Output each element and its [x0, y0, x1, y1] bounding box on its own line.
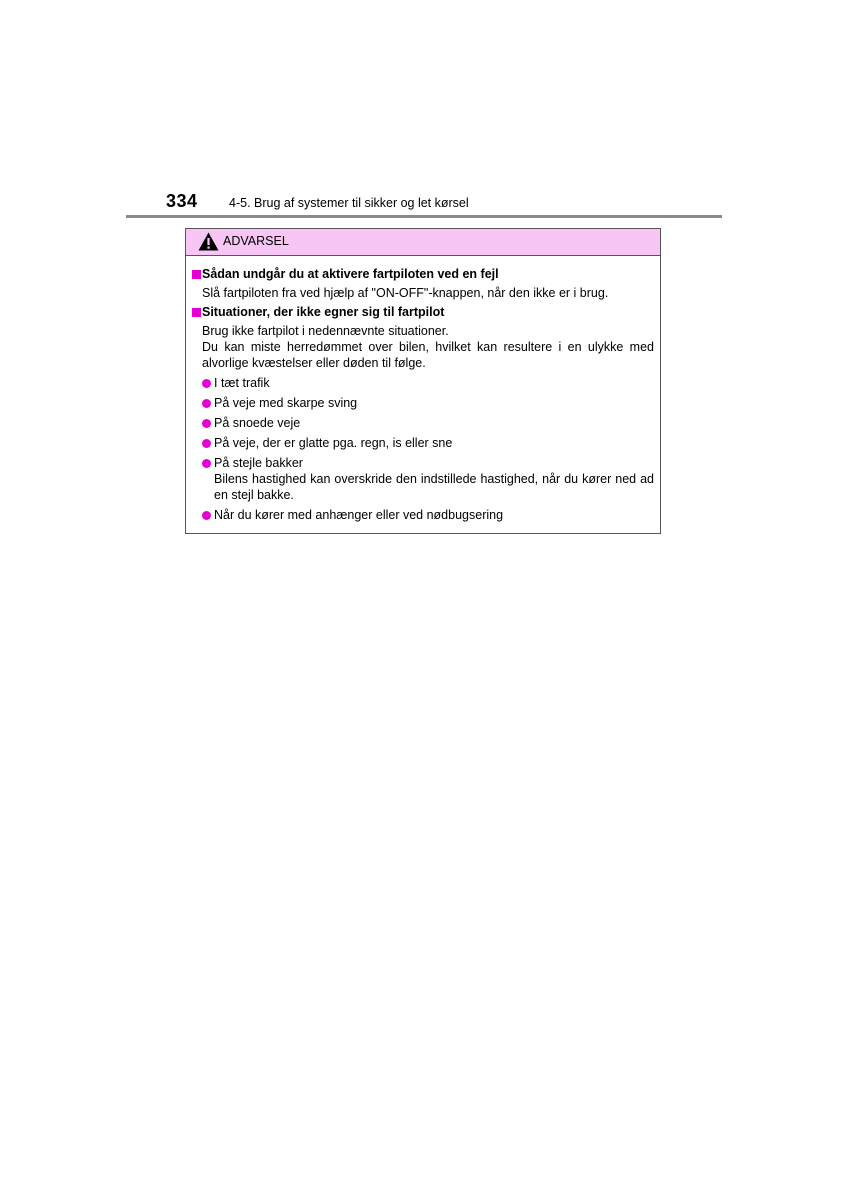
warning-triangle-icon — [198, 232, 219, 251]
list-item-detail: Bilens hastighed kan overskride den indstillede hastighed, når du kører ned ad en stejl bakke. — [214, 472, 654, 502]
list-item-text: På stejle bakker — [214, 456, 303, 470]
warning-box — [185, 228, 661, 534]
warning-content — [186, 256, 660, 527]
list-item-text: På veje, der er glatte pga. regn, is eller sne — [214, 436, 453, 450]
item-heading — [186, 266, 660, 282]
list-item-text: Når du kører med anhænger eller ved nødbugsering — [214, 508, 504, 522]
item-paragraph: Du kan miste herredømmet over bilen, hvilket kan resultere i en ulykke med alvorlige kvæstelser eller døden til følge. — [202, 340, 654, 370]
header-divider — [126, 215, 722, 218]
section-title: 4-5. Brug af systemer til sikker og let kørsel — [229, 196, 469, 210]
page-number: 334 — [166, 191, 198, 211]
list-item — [186, 507, 660, 523]
warning-label: ADVARSEL — [223, 234, 289, 248]
list-item-text: I tæt trafik — [214, 376, 270, 390]
warning-item — [186, 304, 660, 523]
sub-list — [186, 375, 660, 523]
square-bullet-icon — [192, 270, 201, 279]
warning-header — [186, 229, 660, 256]
circle-bullet-icon — [202, 439, 211, 448]
item-heading-text: Sådan undgår du at aktivere fartpiloten ved en fejl — [202, 267, 499, 281]
circle-bullet-icon — [202, 379, 211, 388]
item-body — [186, 285, 660, 301]
list-item — [186, 395, 660, 411]
item-paragraph: Brug ikke fartpilot i nedennævnte situationer. — [202, 324, 449, 338]
item-heading — [186, 304, 660, 320]
list-item-text: På veje med skarpe sving — [214, 396, 358, 410]
list-item — [186, 415, 660, 431]
item-paragraph: Slå fartpiloten fra ved hjælp af "ON-OFF"-knappen, når den ikke er i brug. — [202, 286, 609, 300]
warning-item — [186, 266, 660, 301]
circle-bullet-icon — [202, 399, 211, 408]
list-item — [186, 435, 660, 451]
circle-bullet-icon — [202, 459, 211, 468]
list-item — [186, 375, 660, 391]
list-item — [186, 455, 660, 503]
list-item-text: På snoede veje — [214, 416, 301, 430]
circle-bullet-icon — [202, 511, 211, 520]
circle-bullet-icon — [202, 419, 211, 428]
page-header — [126, 190, 722, 218]
item-heading-text: Situationer, der ikke egner sig til fartpilot — [202, 305, 445, 319]
item-body — [186, 323, 660, 371]
square-bullet-icon — [192, 308, 201, 317]
